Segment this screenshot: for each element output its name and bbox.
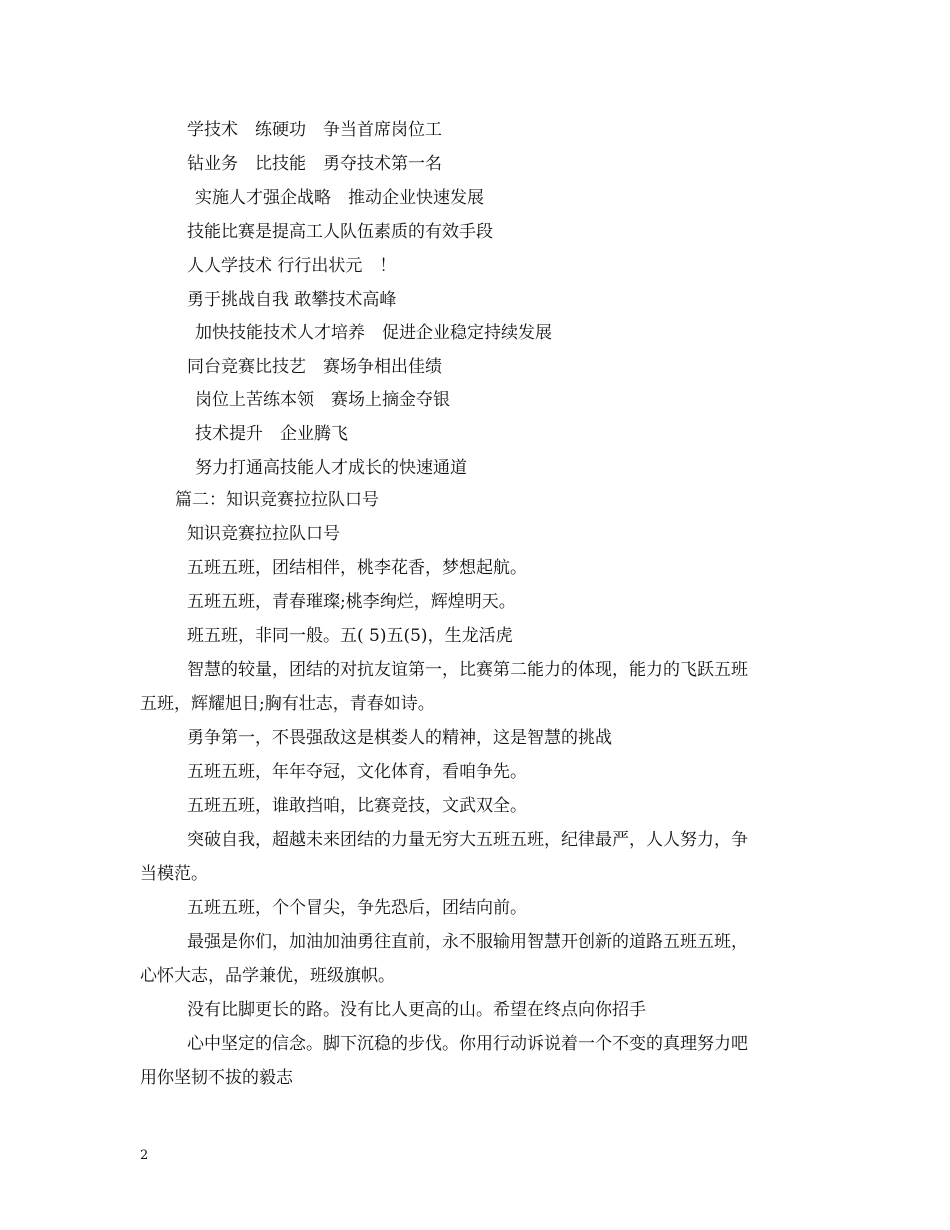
- text-line: 用你坚韧不拔的毅志: [140, 1068, 293, 1088]
- text-line: 五班五班，个个冒尖，争先恐后，团结向前。: [187, 898, 527, 918]
- text-line: 心中坚定的信念。脚下沉稳的步伐。你用行动诉说着一个不变的真理努力吧: [187, 1034, 748, 1054]
- text-line: 知识竞赛拉拉队口号: [187, 524, 340, 544]
- text-line: 五班五班，青春璀璨;桃李绚烂，辉煌明天。: [187, 592, 516, 612]
- text-line: 智慧的较量，团结的对抗友谊第一，比赛第二能力的体现，能力的飞跃五班: [187, 660, 748, 680]
- text-line: 最强是你们，加油加油勇往直前，永不服输用智慧开创新的道路五班五班，: [187, 932, 748, 952]
- text-line: 岗位上苦练本领 赛场上摘金夺银: [195, 390, 450, 410]
- text-line: 勇争第一，不畏强敌这是棋娄人的精神，这是智慧的挑战: [187, 728, 612, 748]
- page-number: 2: [140, 1148, 149, 1163]
- text-line: 努力打通高技能人才成长的快速通道: [195, 458, 467, 478]
- text-line: 勇于挑战自我 敢攀技术高峰: [187, 290, 397, 310]
- text-line: 实施人才强企战略 推动企业快速发展: [195, 188, 484, 208]
- text-line: 没有比脚更长的路。没有比人更高的山。希望在终点向你招手: [187, 1000, 646, 1020]
- text-line: 加快技能技术人才培养 促进企业稳定持续发展: [195, 323, 552, 343]
- section-heading: 篇二：知识竞赛拉拉队口号: [175, 490, 379, 510]
- text-line: 当模范。: [140, 864, 208, 884]
- text-line: 五班五班，团结相伴，桃李花香，梦想起航。: [187, 558, 527, 578]
- text-line: 人人学技术 行行出状元 ！: [187, 256, 397, 276]
- text-line: 班五班，非同一般。五( 5)五(5)，生龙活虎: [187, 626, 513, 646]
- text-line: 五班，辉耀旭日;胸有壮志，青春如诗。: [140, 694, 435, 714]
- text-line: 技能比赛是提高工人队伍素质的有效手段: [187, 222, 493, 242]
- text-line: 同台竞赛比技艺 赛场争相出佳绩: [187, 357, 442, 377]
- text-line: 五班五班，年年夺冠，文化体育，看咱争先。: [187, 762, 527, 782]
- text-line: 钻业务 比技能 勇夺技术第一名: [187, 154, 442, 174]
- text-line: 学技术 练硬功 争当首席岗位工: [187, 120, 442, 140]
- text-line: 技术提升 企业腾飞: [195, 424, 348, 444]
- text-line: 五班五班，谁敢挡咱，比赛竞技，文武双全。: [187, 796, 527, 816]
- text-line: 心怀大志，品学兼优，班级旗帜。: [140, 966, 395, 986]
- text-line: 突破自我，超越未来团结的力量无穷大五班五班，纪律最严，人人努力，争: [187, 830, 748, 850]
